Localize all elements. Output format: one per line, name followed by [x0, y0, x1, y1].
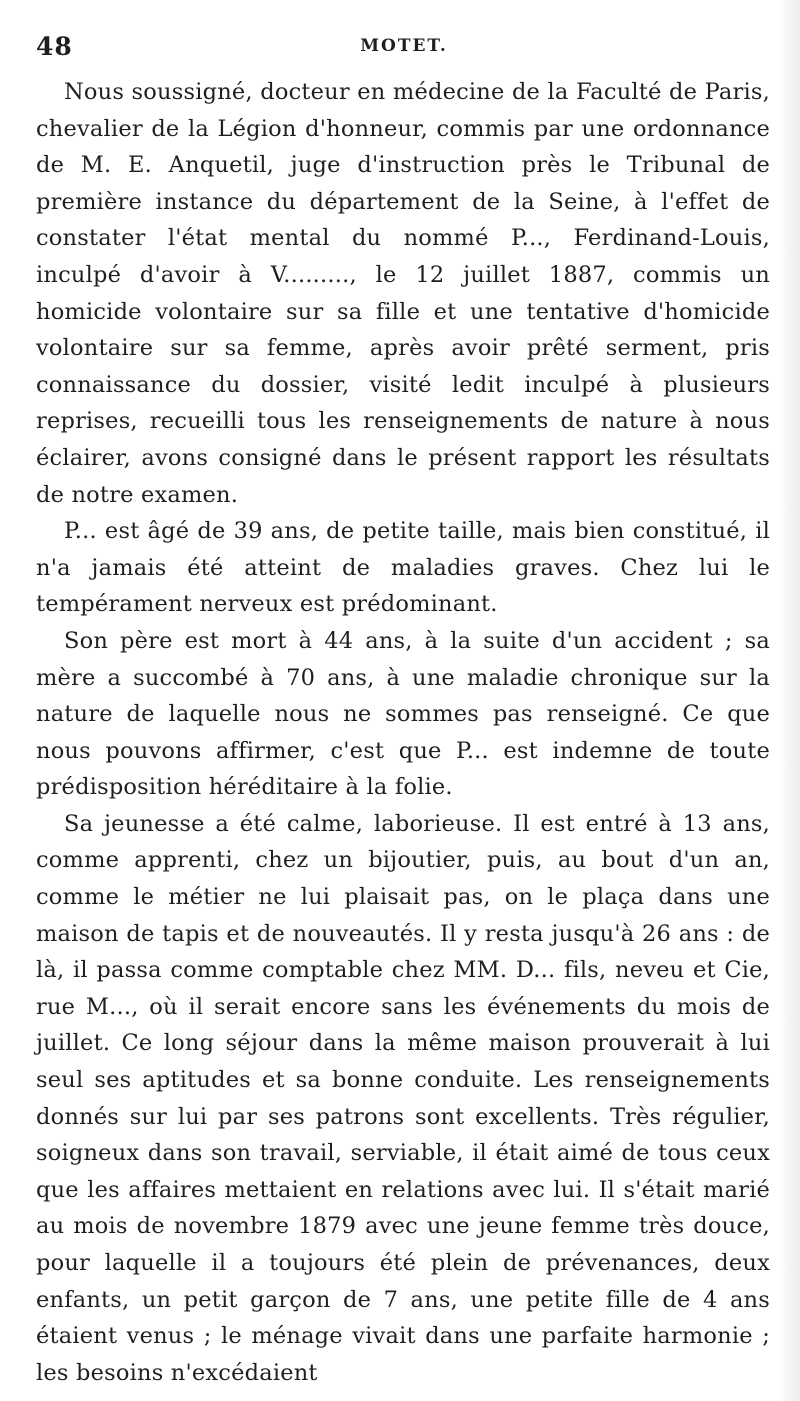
page-header — [36, 32, 772, 66]
paragraph-2: P... est âgé de 39 ans, de petite taille, mais bien constitué, il n'a jamais été atteint de maladies graves. Chez lui le tempérament nerveux est prédominant. — [36, 518, 770, 618]
paragraph-1: Nous soussigné, docteur en médecine de la Faculté de Paris, chevalier de la Légion d'honneur, commis par une ordonnance de M. E. Anquetil, juge d'instruction près le Tribunal de première instance du département de la Seine, à l'effet de constater l'état mental du nommé P..., Ferdinand-Louis, inculpé d'avoir à V........., le 12 juillet 1887, commis un homicide volontaire sur sa fille et une tentative d'homicide volontaire sur sa femme, après avoir prêté serment, pris connaissance du dossier, visité ledit inculpé à plusieurs reprises, recueilli tous les renseignements de nature à nous éclairer, avons consigné dans le présent rapport les résultats de notre examen. — [36, 79, 770, 508]
page-number: 48 — [36, 32, 73, 61]
page-edge-shadow — [778, 0, 800, 1401]
body-text — [36, 74, 770, 1391]
running-title: MOTET. — [360, 36, 448, 56]
paragraph-3: Son père est mort à 44 ans, à la suite d'un accident ; sa mère a succombé à 70 ans, à une maladie chronique sur la nature de laquelle nous ne sommes pas renseigné. Ce que nous pouvons affirmer, c'est que P... est indemne de toute prédisposition héréditaire à la folie. — [36, 627, 770, 801]
paragraph-4: Sa jeunesse a été calme, laborieuse. Il est entré à 13 ans, comme apprenti, chez un bijoutier, puis, au bout d'un an, comme le métier ne lui plaisait pas, on le plaça dans une maison de tapis et de nouveautés. Il y resta jusqu'à 26 ans : de là, il passa comme comptable chez MM. D... fils, neveu et Cie, rue M..., où il serait encore sans les événements du mois de juillet. Ce long séjour dans la même maison prouverait à lui seul ses aptitudes et sa bonne conduite. Les renseignements donnés sur lui par ses patrons sont excellents. Très régulier, soigneux dans son travail, serviable, il était aimé de tous ceux que les affaires mettaient en relations avec lui. Il s'était marié au mois de novembre 1879 avec une jeune femme très douce, pour laquelle il a toujours été plein de prévenances, deux enfants, un petit garçon de 7 ans, une petite fille de 4 ans étaient venus ; le ménage vivait dans une parfaite harmonie ; les besoins n'excédaient — [36, 810, 770, 1386]
